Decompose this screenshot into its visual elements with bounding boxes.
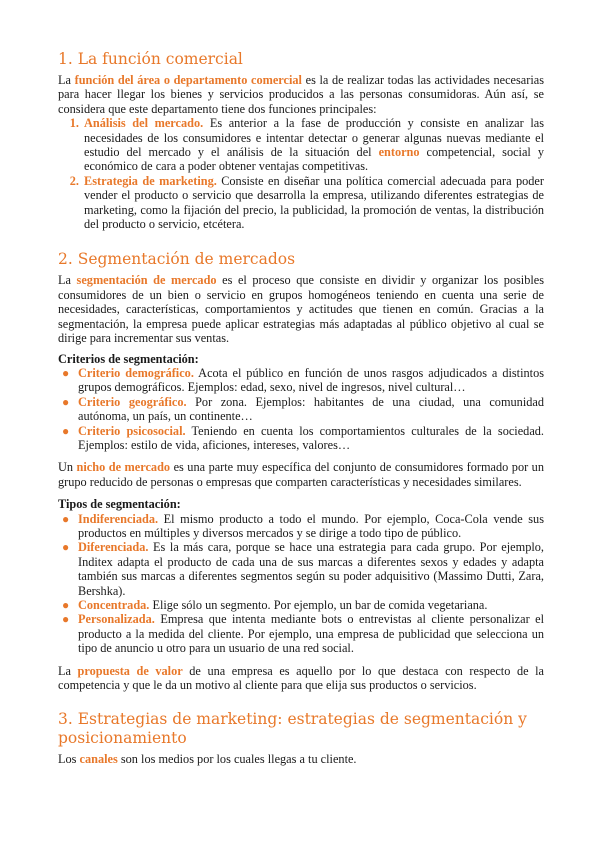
list-item xyxy=(82,116,544,174)
bullet-dot-icon: ● xyxy=(62,394,70,409)
text: Es anterior a la fase de producción y consiste en analizar las necesidades de los consumidores e intentar detectar o generar algunas nuevas mediante el estudio del mercado y el análisis de la situación del xyxy=(84,116,544,160)
item-title: Concentrada. xyxy=(78,598,150,612)
canales-paragraph xyxy=(58,752,544,766)
text: Empresa que intenta mediante bots o entrevistas al cliente personalizar el producto a la medida del cliente. Por ejemplo, una empresa de publicidad que selecciona un tipo de anuncio u otro para un usuario de una red social. xyxy=(78,612,544,656)
item-title: Criterio geográfico. xyxy=(78,394,187,409)
text: Los xyxy=(58,752,80,767)
section-2-heading: 2. Segmentación de mercados xyxy=(58,250,296,269)
highlight-term: entorno xyxy=(378,145,420,160)
tipos-title: Tipos de segmentación: xyxy=(58,497,181,512)
list-item xyxy=(62,365,545,395)
text: es el proceso que consiste en dividir y organizar los posibles consumidores de un bien o servicio en grupos homogéneos teniendo en cuenta una serie de necesidades, características, comportamientos y actitudes que tienen en común. Gracias a la segmentación, la empresa puede aplicar estrategias más adaptadas al público objetivo al cual se dirige para incrementar sus ventas. xyxy=(58,273,545,346)
highlight-term: segmentación de mercado xyxy=(76,273,217,288)
text: de una empresa es aquello por lo que destaca con respecto de la competencia y que le da un motivo al cliente para que elija sus productos o servicios. xyxy=(58,663,544,693)
text: El mismo producto a todo el mundo. Por ejemplo, Coca-Cola vende sus productos en múltiples y diversos mercados y se dirige a todo tipo de público. xyxy=(78,511,544,540)
section-3-heading: 3. Estrategias de marketing: estrategias de segmentación y posicionamiento xyxy=(58,710,527,748)
functions-list xyxy=(58,116,544,231)
text: competencial, social y económico de cara a poder obtener ventajas competitivas. xyxy=(84,145,544,174)
bullet-dot-icon: ● xyxy=(62,365,70,380)
text: Teniendo en cuenta los comportamientos culturales de la sociedad. Ejemplos: estilo de vida, aficiones, intereses, valores… xyxy=(78,423,545,452)
nicho-paragraph xyxy=(58,460,544,489)
section-1-heading: 1. La función comercial xyxy=(58,50,243,68)
item-title: Criterio demográfico. xyxy=(78,365,194,380)
list-item xyxy=(62,511,544,541)
highlight-term: nicho de mercado xyxy=(76,460,171,475)
document-page xyxy=(58,50,544,767)
bullet-dot-icon: ● xyxy=(62,540,70,555)
item-title: Criterio psicosocial. xyxy=(78,423,186,438)
text: es la de realizar todas las actividades necesarias para hacer llegar los bienes y servicios producidos a las personas consumidoras. Aún así, se considera que este departamento tiene dos funciones principales: xyxy=(58,73,545,116)
criterios-title: Criterios de segmentación: xyxy=(58,351,199,366)
text: Acota el público en función de unos rasgos adjudicados a distintos grupos demográficos. Ejemplos: edad, sexo, nivel de ingresos, nivel cultural… xyxy=(78,365,545,395)
list-item xyxy=(82,174,544,232)
list-item xyxy=(62,598,544,612)
tipos-list xyxy=(58,512,544,656)
text: Elige sólo un segmento. Por ejemplo, un bar de comida vegetariana. xyxy=(149,598,488,612)
text: Consiste en diseñar una política comercial adecuada para poder vender el producto o servicio que desarrolla la empresa, utilizando diferentes estrategias de marketing, como la fijación del precio, la publicidad, la promoción de ventas, la distribución del producto o servicio, etcétera. xyxy=(84,173,544,232)
text: La xyxy=(58,73,75,87)
item-title: Indiferenciada. xyxy=(78,511,159,526)
item-title: Personalizada. xyxy=(78,612,155,627)
list-item xyxy=(62,612,544,656)
item-title: Análisis del mercado. xyxy=(84,116,204,131)
section-2-intro xyxy=(58,273,544,345)
list-item xyxy=(62,423,545,453)
highlight-term: propuesta de valor xyxy=(77,663,183,678)
highlight-term: función del área o departamento comercial xyxy=(74,73,302,87)
list-item xyxy=(62,540,544,598)
text: Es la más cara, porque se hace una estrategia para cada grupo. Por ejemplo, Inditex adapta el producto de cada una de sus marcas a diferentes sexos y edades y adapta también sus marcas a diferentes segmentos según su poder adquisitivo (Massimo Dutti, Zara, Bershka). xyxy=(78,540,544,598)
text: es una parte muy específica del conjunto de consumidores formado por un grupo reducido de personas o empresas que comparten características y necesidades similares. xyxy=(58,460,544,489)
item-title: Diferenciada. xyxy=(78,540,149,555)
bullet-dot-icon: ● xyxy=(62,423,70,438)
section-1-intro xyxy=(58,73,544,116)
propuesta-paragraph xyxy=(58,664,544,693)
criterios-list xyxy=(58,366,544,452)
text: son los medios por los cuales llegas a tu cliente. xyxy=(117,752,357,767)
text: La xyxy=(58,663,78,678)
highlight-term: canales xyxy=(79,752,118,767)
bullet-dot-icon: ● xyxy=(62,598,70,612)
item-title: Estrategia de marketing. xyxy=(84,173,217,188)
text: Por zona. Ejemplos: habitantes de una ciudad, una comunidad autónoma, un país, un continente… xyxy=(78,394,544,424)
text: Un xyxy=(58,460,77,475)
list-item xyxy=(62,394,544,424)
text: La xyxy=(58,273,77,288)
bullet-dot-icon: ● xyxy=(62,511,70,526)
bullet-dot-icon: ● xyxy=(62,612,70,627)
